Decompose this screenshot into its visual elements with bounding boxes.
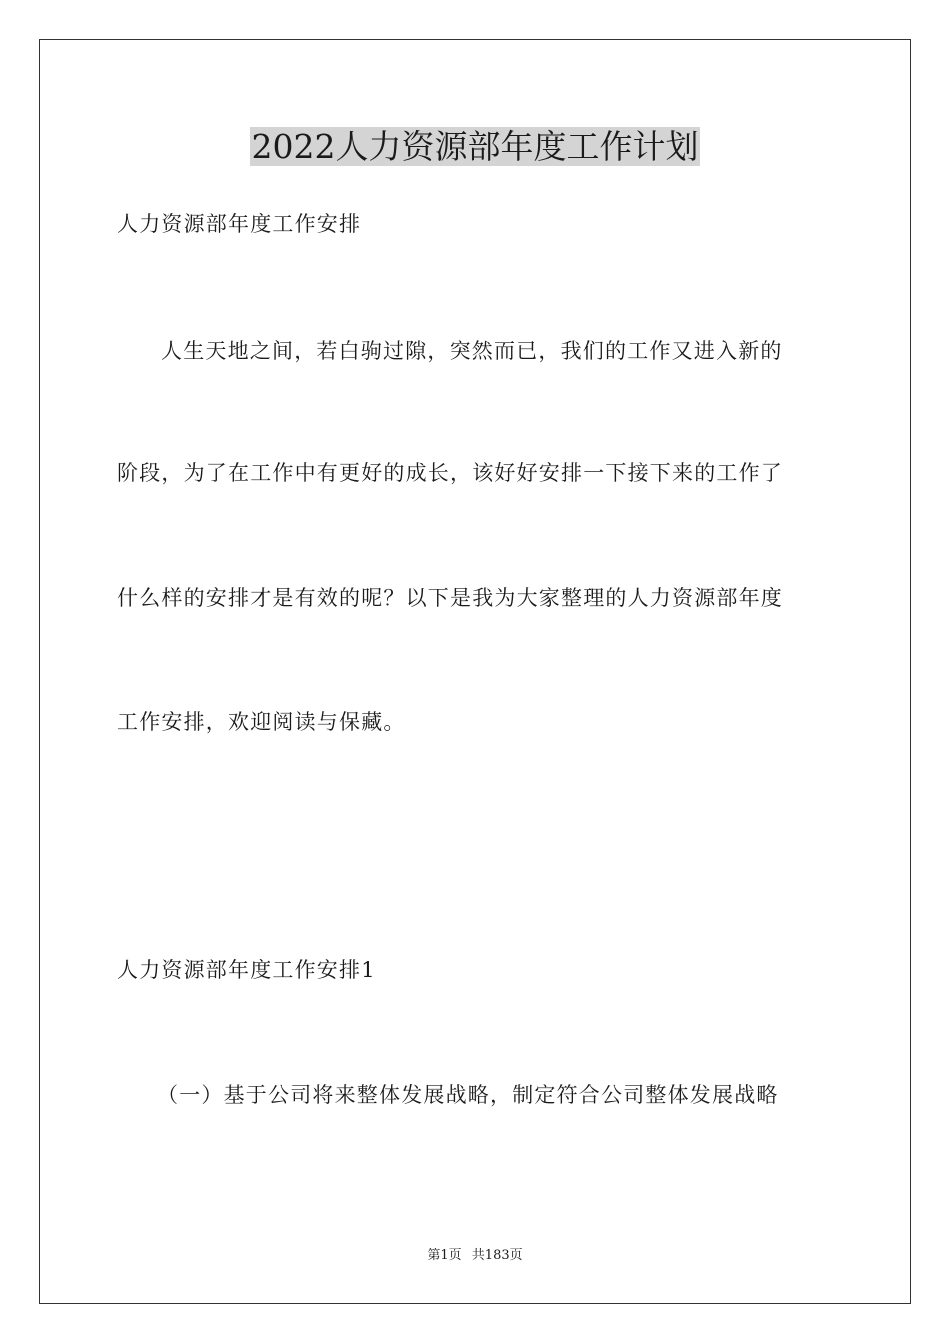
document-title (0, 125, 950, 169)
paragraph-line-1: 人生天地之间，若白驹过隙，突然而已，我们的工作又进入新的 (161, 339, 783, 363)
section-line-1: （一）基于公司将来整体发展战略，制定符合公司整体发展战略 (157, 1083, 779, 1107)
paragraph-line-3: 什么样的安排才是有效的呢？以下是我为大家整理的人力资源部年度 (117, 586, 783, 610)
paragraph-line-2: 阶段，为了在工作中有更好的成长，该好好安排一下接下来的工作了 (117, 461, 783, 485)
page-number-footer: 第1页 共183页 (427, 1248, 523, 1263)
section-heading: 人力资源部年度工作安排1 (117, 958, 376, 982)
document-subtitle: 人力资源部年度工作安排 (117, 212, 362, 236)
document-title-text: 2022人力资源部年度工作计划 (251, 127, 699, 166)
paragraph-line-4: 工作安排，欢迎阅读与保藏。 (117, 710, 406, 734)
